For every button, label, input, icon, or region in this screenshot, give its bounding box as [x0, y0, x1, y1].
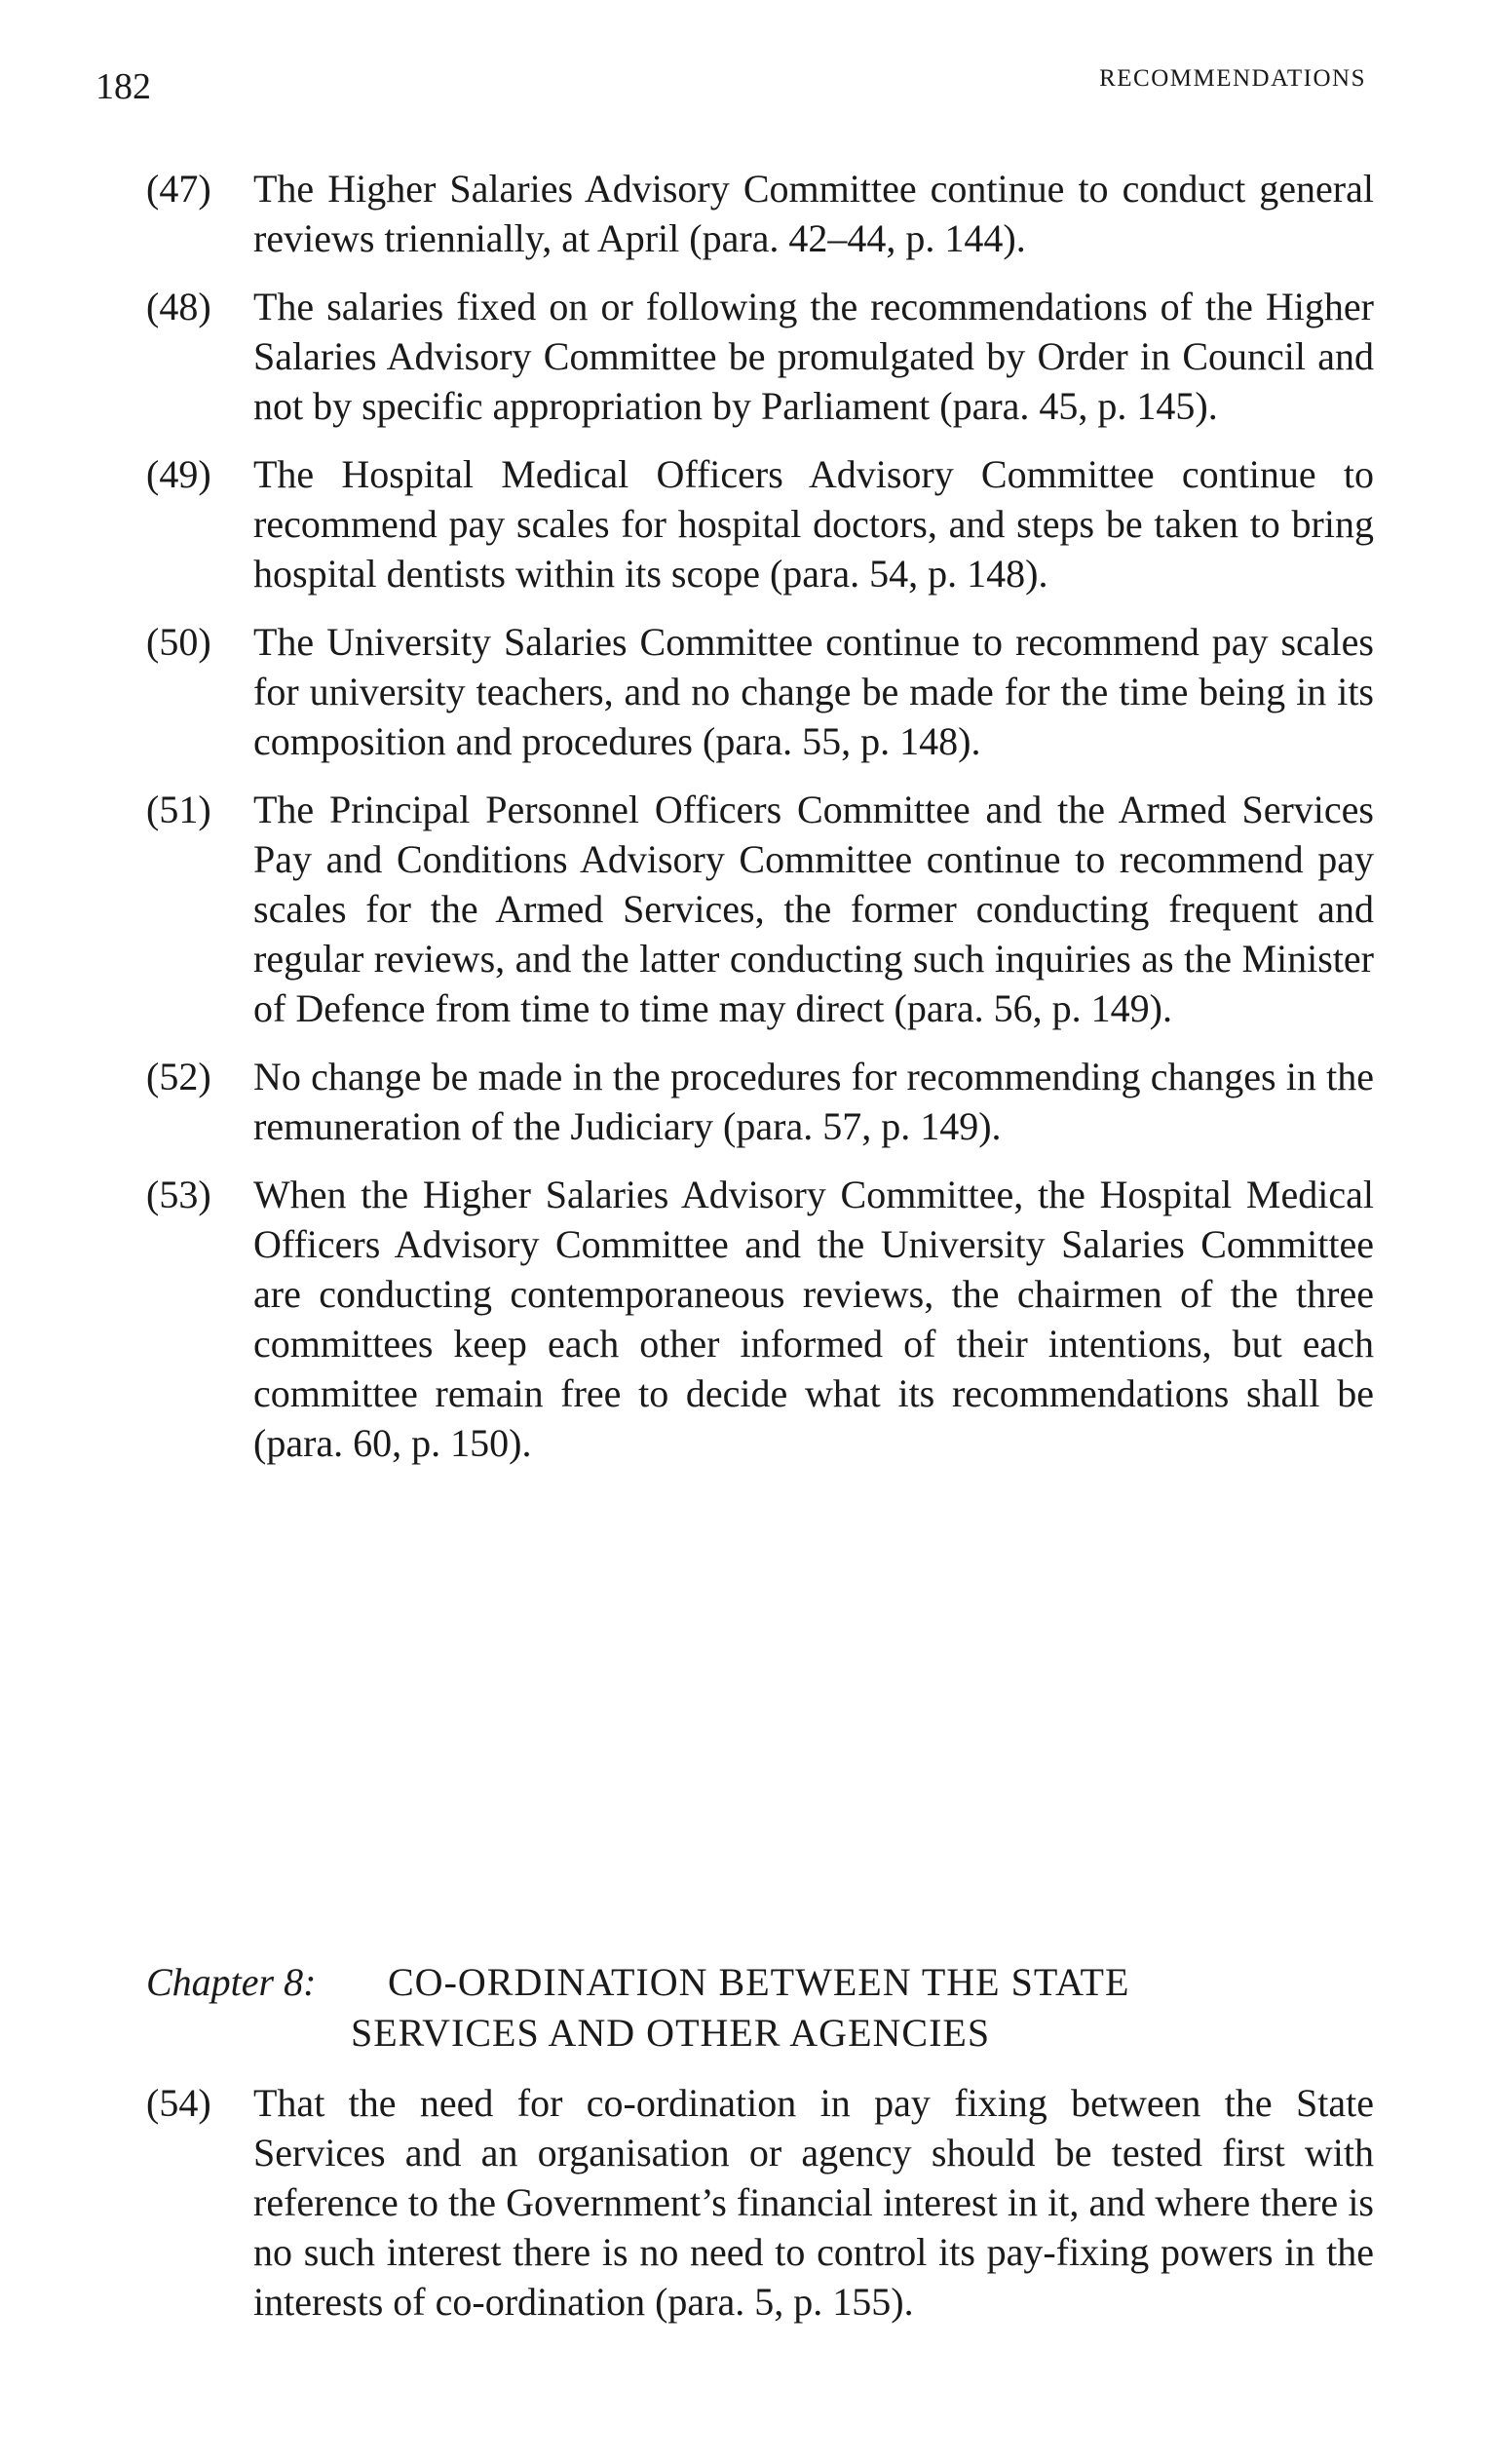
recommendation-text: The Principal Personnel Officers Committee and the Armed Services Pay and Conditions Advisory Committee continue to recommend pay scales for the Armed Services, the former conducting frequent and regular reviews, and the latter conducting such inquiries as the Minister of Defence from time to time may direct (para. 56, p. 149). — [253, 788, 1374, 1030]
recommendation-list — [146, 164, 1374, 1486]
recommendation-item — [146, 1170, 1374, 1468]
chapter-title — [388, 1957, 1129, 2008]
recommendation-text: The Higher Salaries Advisory Committee continue to conduct general reviews triennially, at April (para. 42–44, p. 144). — [253, 167, 1374, 260]
recommendation-number: (48) — [146, 285, 211, 328]
chapter-heading-continued — [146, 2008, 1374, 2059]
chapter-label: Chapter 8: — [146, 1960, 317, 2004]
chapter-section — [146, 1957, 1374, 2345]
chapter-heading — [146, 1957, 1374, 2008]
chapter-title-line-2: SERVICES AND OTHER AGENCIES — [351, 2011, 991, 2055]
recommendation-text: The Hospital Medical Officers Advisory Committee continue to recommend pay scales for hospital doctors, and steps be taken to bring hospital dentists within its scope (para. 54, p. 148). — [253, 452, 1374, 596]
recommendation-item — [146, 282, 1374, 431]
recommendation-text: When the Higher Salaries Advisory Committee, the Hospital Medical Officers Advisory Committee and the University Salaries Committee are conducting contemporaneous reviews, the chairmen of the three committees keep each other informed of their intentions, but each committee remain free to decide what its recommendations shall be (para. 60, p. 150). — [253, 1173, 1374, 1465]
recommendation-text: The salaries fixed on or following the recommendations of the Higher Salaries Advisory Committee be promulgated by Order in Council and not by specific appropriation by Parliament (para. 45, p. 145). — [253, 285, 1374, 428]
recommendation-number: (53) — [146, 1173, 211, 1216]
recommendation-item — [146, 785, 1374, 1033]
recommendation-text: That the need for co-ordination in pay fixing between the State Services and an organisation or agency should be tested first with reference to the Government’s financial interest in it, and where there is no such interest there is no need to control its pay-fixing powers in the interests of co-ordination (para. 5, p. 155). — [253, 2081, 1374, 2324]
recommendation-item — [146, 1052, 1374, 1151]
recommendation-item — [146, 449, 1374, 598]
recommendation-number: (50) — [146, 620, 211, 664]
recommendation-number: (49) — [146, 452, 211, 496]
recommendation-text: The University Salaries Committee continue to recommend pay scales for university teachers, and no change be made for the time being in its composition and procedures (para. 55, p. 148). — [253, 620, 1374, 763]
recommendation-item — [146, 164, 1374, 263]
recommendation-item — [146, 2078, 1374, 2327]
recommendation-number: (47) — [146, 167, 211, 211]
recommendation-item — [146, 617, 1374, 766]
recommendation-number: (52) — [146, 1055, 211, 1098]
page-number: 182 — [95, 66, 151, 107]
recommendation-number: (51) — [146, 788, 211, 831]
running-title: RECOMMENDATIONS — [1099, 65, 1366, 92]
recommendation-number: (54) — [146, 2081, 211, 2125]
recommendation-text: No change be made in the procedures for recommending changes in the remuneration of the Judiciary (para. 57, p. 149). — [253, 1055, 1374, 1148]
chapter-title-line-1: CO-ORDINATION BETWEEN THE STATE — [388, 1960, 1130, 2004]
